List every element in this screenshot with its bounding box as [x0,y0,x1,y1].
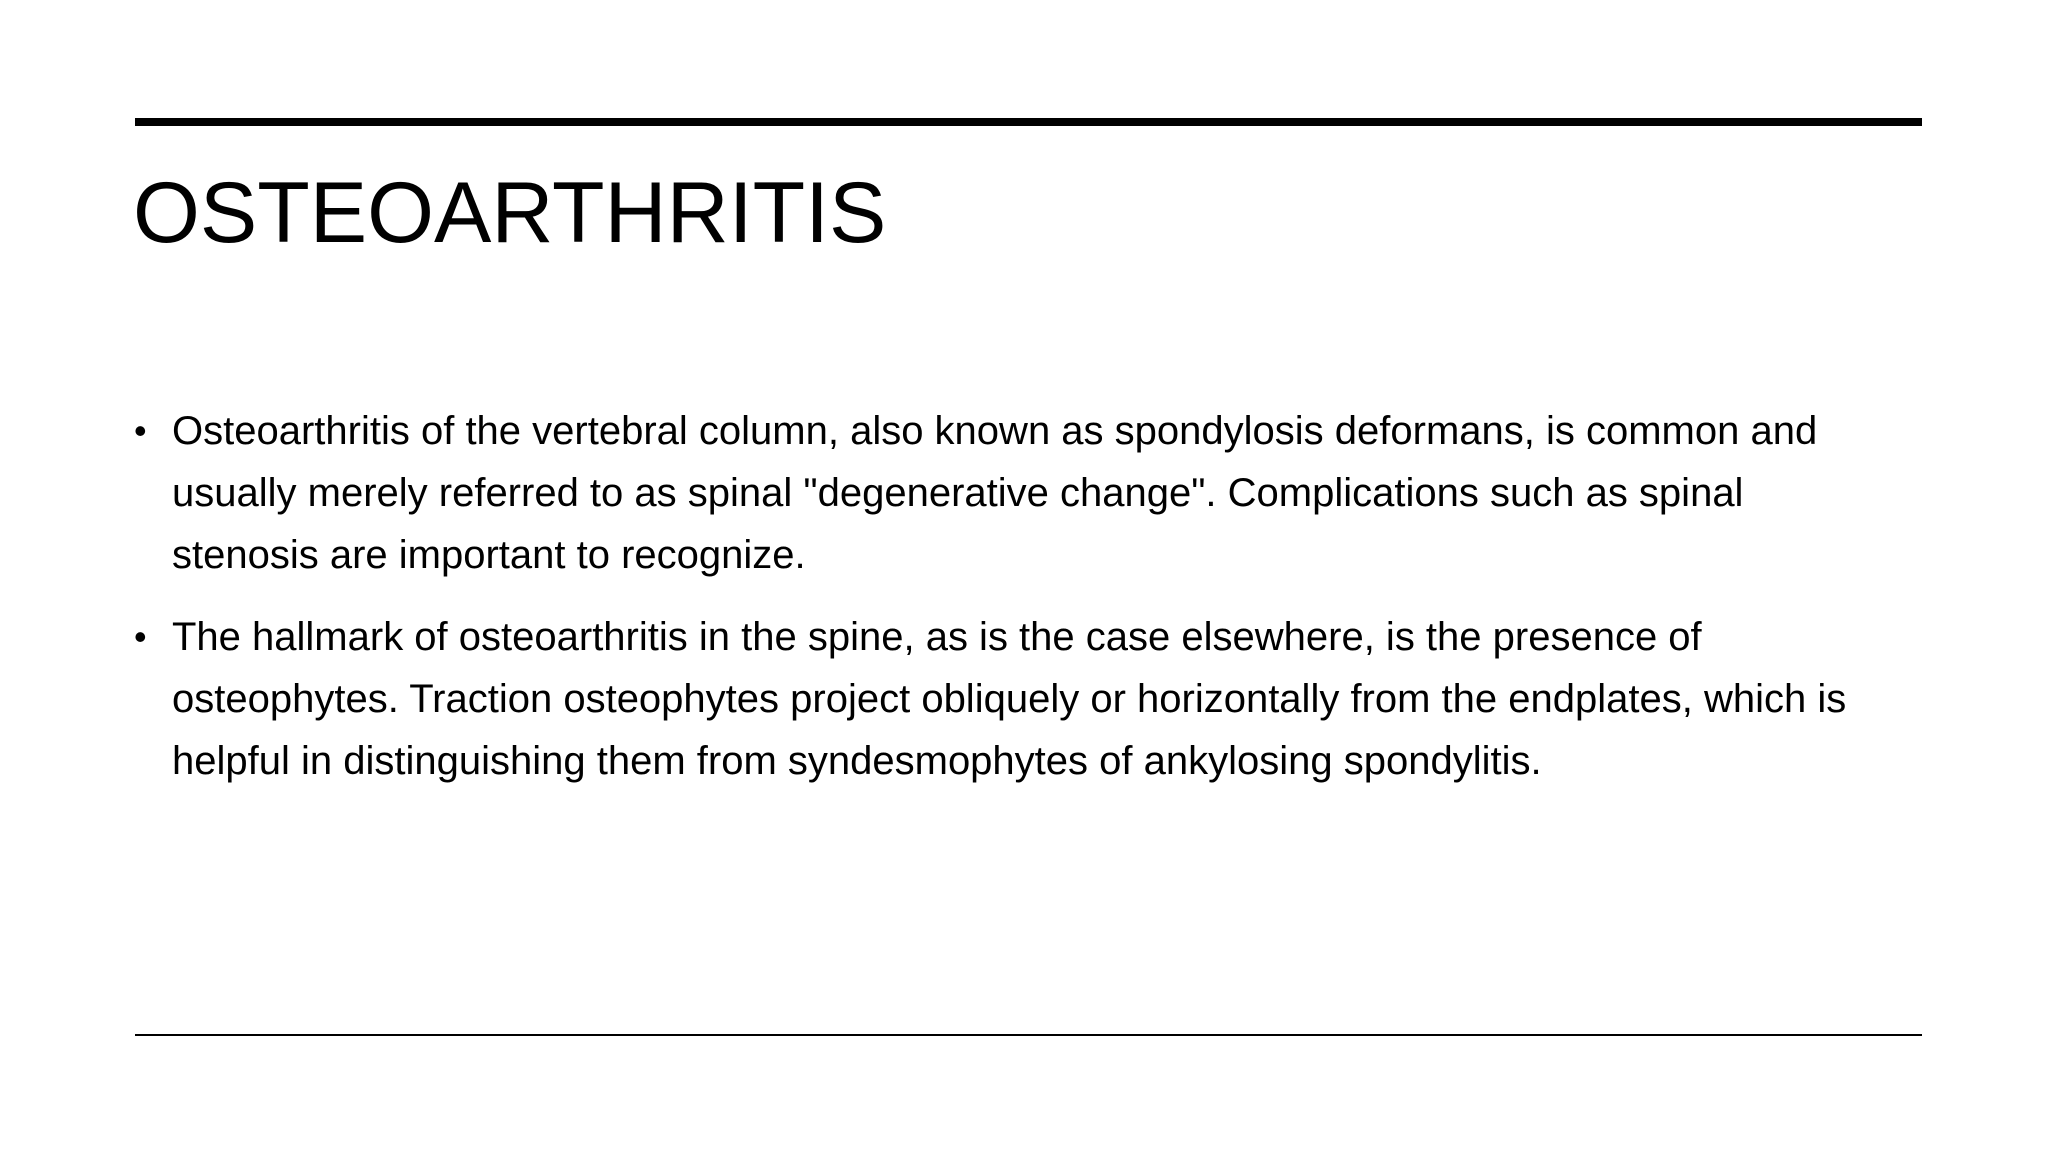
top-divider [135,118,1922,126]
bullet-item [134,400,1894,586]
bottom-divider [135,1034,1922,1036]
bullet-item [134,606,1894,792]
slide-title: OSTEOARTHRITIS [133,165,887,261]
bullet-text: Osteoarthritis of the vertebral column, also known as spondylosis deformans, is common and usually merely referred to as spinal "degenerative change". Complications such as spinal stenosis are important to recognize. [172,409,1818,577]
bullet-icon: • [134,410,147,451]
bullet-icon: • [134,616,147,657]
bullet-list [134,400,1894,812]
bullet-text: The hallmark of osteoarthritis in the spine, as is the case elsewhere, is the presence of osteophytes. Traction osteophytes project obliquely or horizontally from the endplates, which is helpful in distinguishing them from syndesmophytes of ankylosing spondylitis. [172,615,1847,783]
